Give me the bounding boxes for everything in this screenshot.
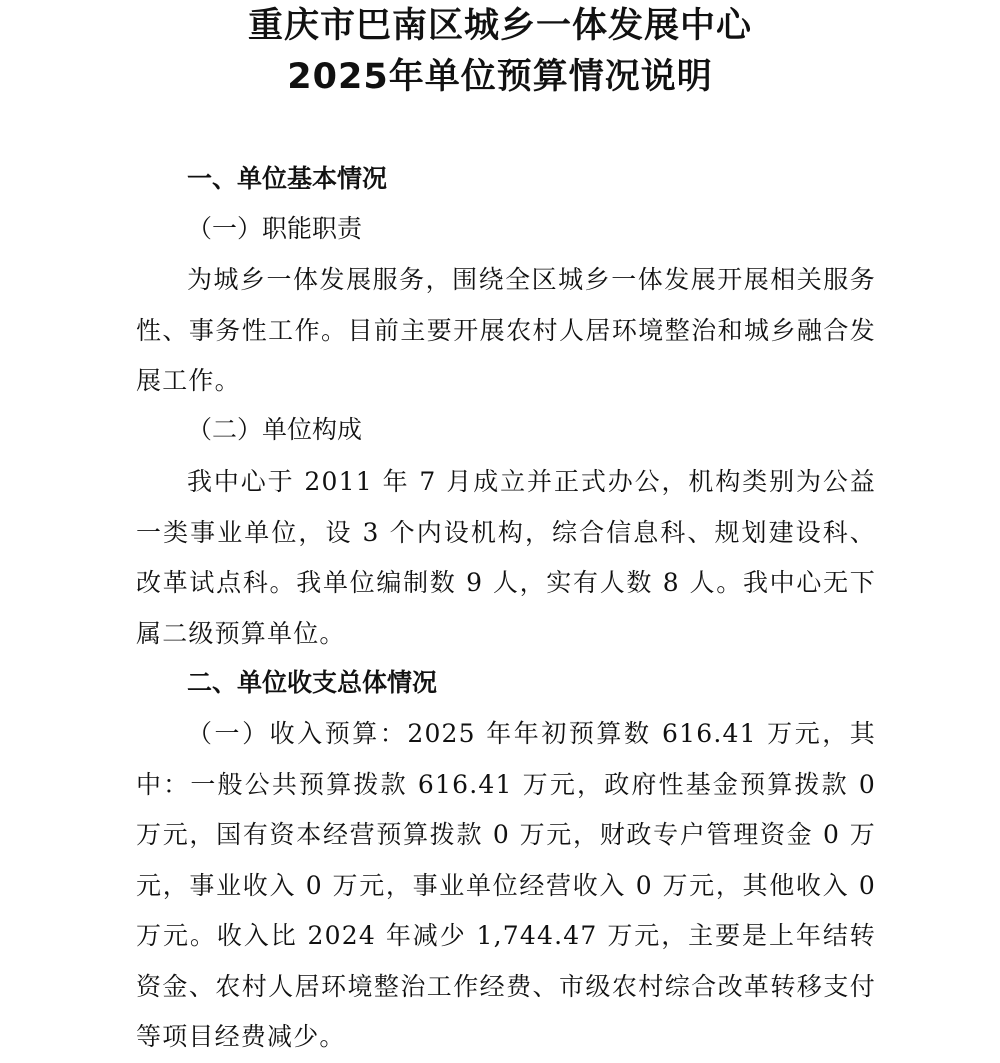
section2-sub1-paragraph: （一）收入预算：2025 年年初预算数 616.41 万元，其中：一般公共预算拨款 616.41 万元，政府性基金预算拨款 0 万元，国有资本经营预算拨款 0 万元，财政专户管理资金 0 万元，事业收入 0 万元，事业单位经营收入 0 万元，其他收入 0 万元。收入比 2024 年减少 1,744.47 万元，主要是上年结转资金、农村人居环境整治工作经费、市级农村综合改革转移支付等项目经费减少。: [136, 719, 876, 1051]
section1-sub1-heading: （一）职能职责: [187, 214, 363, 243]
document-title-line1: 重庆市巴南区城乡一体发展中心: [247, 6, 752, 46]
section2-heading: 二、单位收支总体情况: [187, 668, 438, 697]
section1-sub1-paragraph: 为城乡一体发展服务，围绕全区城乡一体发展开展相关服务性、事务性工作。目前主要开展农村人居环境整治和城乡融合发展工作。: [136, 265, 876, 395]
section1-sub2-paragraph: 我中心于 2011 年 7 月成立并正式办公，机构类别为公益一类事业单位，设 3 个内设机构，综合信息科、规划建设科、改革试点科。我单位编制数 9 人，实有人数 8 人。我中心无下属二级预算单位。: [136, 467, 876, 648]
document-title-line2: 2025年单位预算情况说明: [287, 57, 713, 97]
section1-heading: 一、单位基本情况: [187, 164, 388, 193]
section1-sub2-heading: （二）单位构成: [187, 415, 363, 444]
